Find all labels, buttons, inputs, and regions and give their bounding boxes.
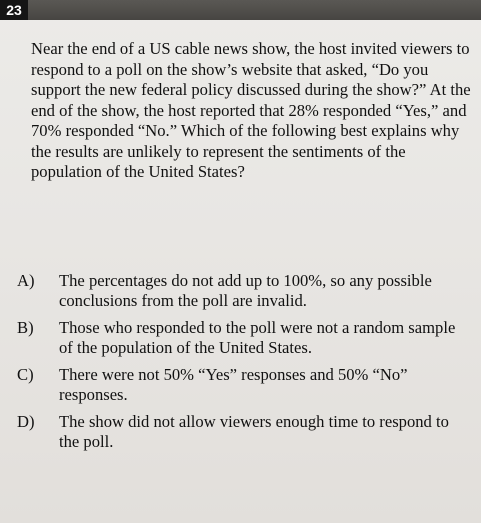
answer-choices (17, 271, 472, 459)
choice-text: The percentages do not add up to 100%, so any possible conclusions from the poll are invalid. (59, 271, 432, 310)
header-band (0, 0, 481, 20)
choice-letter: D) (17, 412, 35, 431)
choice-c[interactable] (17, 365, 472, 405)
choice-d[interactable] (17, 412, 472, 452)
choice-letter: B) (17, 318, 34, 337)
choice-a[interactable] (17, 271, 472, 311)
choice-b[interactable] (17, 318, 472, 358)
question-number: 23 (0, 0, 28, 20)
choice-text: There were not 50% “Yes” responses and 50% “No” responses. (59, 365, 408, 404)
choice-letter: A) (17, 271, 35, 290)
question-stem: Near the end of a US cable news show, the host invited viewers to respond to a poll on the show’s website that asked, “Do you support the new federal policy discussed during the show?” At the end of the show, the host reported that 28% responded “Yes,” and 70% responded “No.” Which of the following best explains why the results are unlikely to represent the sentiments of the population of the United States? (31, 39, 471, 181)
choice-letter: C) (17, 365, 34, 384)
choice-text: Those who responded to the poll were not a random sample of the population of the United States. (59, 318, 456, 357)
choice-text: The show did not allow viewers enough time to respond to the poll. (59, 412, 449, 451)
